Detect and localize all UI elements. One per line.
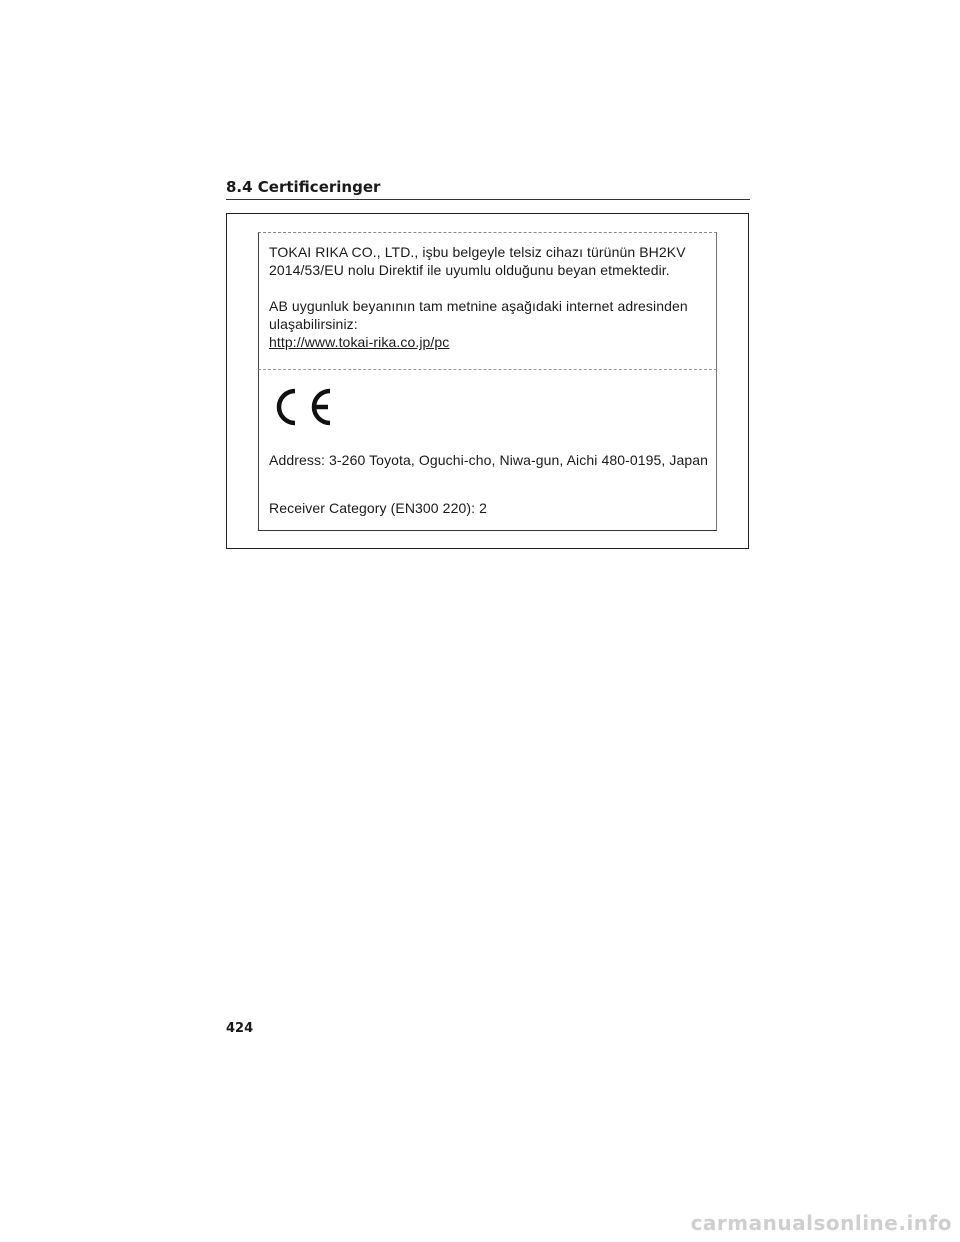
- receiver-category: Receiver Category (EN300 220): 2: [269, 500, 487, 516]
- page-number: 424: [226, 1021, 254, 1036]
- declaration-text-line-1: TOKAI RIKA CO., LTD., işbu belgeyle telsiz cihazı türünün BH2KV: [269, 244, 686, 260]
- ce-mark-icon: [276, 387, 336, 432]
- section-heading: 8.4 Certificeringer: [226, 178, 750, 200]
- conformity-access-line-1: AB uygunluk beyanının tam metnine aşağıdaki internet adresinden: [269, 298, 688, 314]
- declaration-text-line-2: 2014/53/EU nolu Direktif ile uyumlu olduğunu beyan etmektedir.: [269, 262, 670, 278]
- declaration-url-link[interactable]: http://www.tokai-rika.co.jp/pc: [269, 334, 450, 350]
- watermark: carmanualsonline.info: [690, 1211, 952, 1235]
- conformity-access-line-2: ulaşabilirsiniz:: [269, 316, 358, 332]
- manufacturer-address: Address: 3-260 Toyota, Oguchi-cho, Niwa-gun, Aichi 480-0195, Japan: [269, 452, 709, 468]
